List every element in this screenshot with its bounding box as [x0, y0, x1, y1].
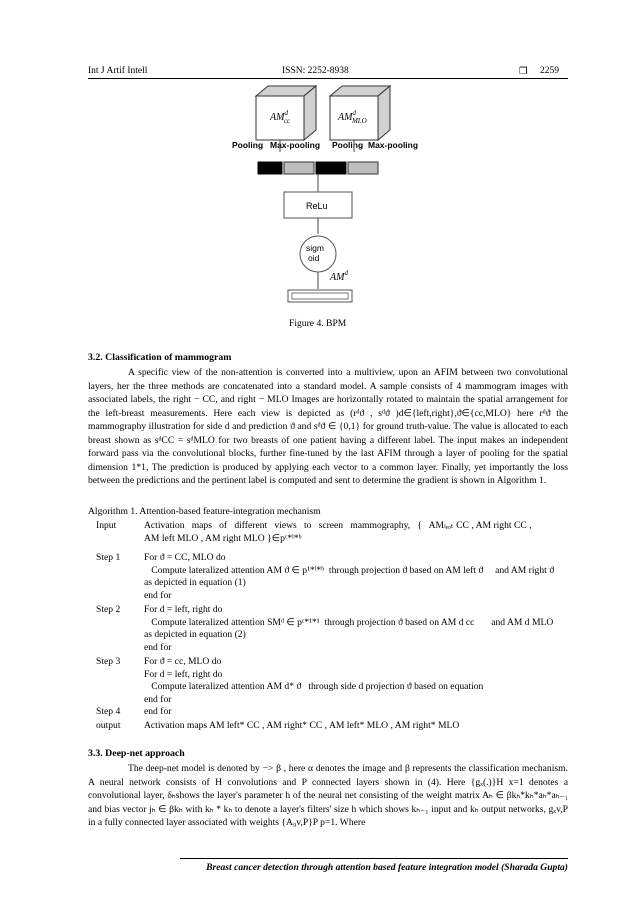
maxpooling-label-right: Max-pooling: [368, 140, 419, 150]
relu-label: ReLu: [306, 201, 328, 211]
box-left-side: [304, 86, 316, 140]
sigmoid-label-2: oid: [308, 253, 320, 263]
algorithm-line: Activation maps AM left* CC , AM right* CC , AM left* MLO , AM right* MLO: [144, 720, 460, 731]
algorithm-line: end for: [144, 589, 172, 601]
box-right-label: $AM^d$ MLO: [338, 109, 367, 125]
algorithm-step-label: Step 1: [96, 552, 121, 563]
section-heading-3-3: 3.3. Deep-net approach: [88, 748, 185, 759]
pool-block-4: [348, 162, 378, 174]
running-footer: Breast cancer detection through attention based feature integration model (Sharada Gupta): [206, 862, 568, 873]
algorithm-line: Compute lateralized attention SMᵈ ∈ pᶜ*¹*¹ through projection ϑ based on AM d cc and AM d MLO: [144, 616, 554, 628]
figure-caption: Figure 4. BPM: [289, 318, 347, 329]
algorithm-line: AM left MLO , AM right MLO }∈pᶜ*ˡ*ᵇ: [144, 532, 302, 544]
algorithm-line: as depicted in equation (2): [144, 629, 246, 640]
box-left-label: $AM^d$ cc: [270, 109, 291, 125]
algorithm-step-label: output: [96, 720, 121, 731]
algorithm-line: end for: [144, 706, 172, 717]
footer-rule: [180, 858, 568, 859]
algorithm-line: as depicted in equation (1): [144, 577, 246, 588]
sigmoid-label-1: sigm: [306, 243, 324, 253]
box-right-side: [378, 86, 390, 140]
algorithm-step-label: Step 2: [96, 604, 121, 615]
algorithm-line: For ϑ = CC, MLO do: [144, 552, 226, 563]
section-3-2-paragraph: A specific view of the non-attention is converted into a multiview, upon an AFIM between two convolutional layers, her the three methods are concatenated into a standard model. A sample consists of 4 mammogram images with associated labels, the right − CC, and right − MLO Images are horizontally rotated to maintain the spatial arrangement for the left-breast measurements. Here each view is depicted as (rᵈϑ , sᵈϑ )d∈{left,right},ϑ∈{cc,MLO} here rᵈϑ the mammography illustration for side d and prediction ϑ and sᵈϑ ∈ {0,1} for ground truth-value. The value is allocated to each breast shown as sᵈCC = sᵈMLO for two breasts of one patient having a different label. The input makes an independent forward pass via the convolutional blocks, further fine-tuned by the last AFIM through a layer of pooling for the spatial dimension 1*1, The prediction is produced by applying each vector to a common layer. Finally, yet importantly the loss between the predictions and the pertinent label is computed and sent to determine the gradient is shown in Algorithm 1.: [88, 367, 568, 486]
pool-block-1: [258, 162, 282, 174]
section-heading-3-2: 3.2. Classification of mammogram: [88, 352, 232, 363]
algorithm-step-label: Step 4: [96, 706, 121, 717]
algorithm-line: For ϑ = cc, MLO do: [144, 656, 222, 667]
section-3-3-paragraph: The deep-net model is denoted by −> β , here α denotes the image and β represents the classification mechanism. A neural network consists of H convolutions and P connected layers shown in (4). Here {gₓ(.)}H x=1 denotes a convolutional layer, δₕshows the layer's parameter h of the neural net consisting of the weight matrix Aₕ ∈ βkₕ*kₕ*aₕ*aₕ₋₁ and bias vector jₕ ∈ βkₕ with kₕ * kₕ to denote a layer's filters' size h which shows kₕ₋₁ input and kₕ output networks, gₓv,P in a fully connected layer associated with weights {A₉v,P}P p=1. Where: [88, 763, 568, 828]
pooling-label-left: Pooling: [232, 140, 264, 150]
pool-block-2: [284, 162, 314, 174]
algorithm-line: end for: [144, 641, 172, 653]
algorithm-line: Compute lateralized attention AM d* ϑ through side d projection ϑ based on equation: [144, 681, 484, 692]
running-header-journal: Int J Artif Intell: [88, 66, 148, 76]
output-bar-inner: [292, 293, 348, 299]
algorithm-line: end for: [144, 693, 172, 705]
algorithm-line: Compute lateralized attention AM ϑ ∈ p¹*ˡ*ᵇ through projection ϑ based on AM left ϑ and AM right ϑ: [144, 564, 554, 576]
algorithm-line: For d = left, right do: [144, 668, 223, 680]
bpm-diagram: [220, 84, 420, 314]
algorithm-title: Algorithm 1. Attention-based feature-integration mechanism: [88, 506, 321, 517]
algorithm-line: Activation maps of different views to screen mammography, { AMₗₑₒₜ CC , AM right CC ,: [144, 520, 532, 531]
page-marker-icon: ❒: [519, 67, 528, 77]
output-label: $AM^d$: [330, 269, 348, 283]
pooling-label-right: Pooling: [332, 140, 364, 150]
algorithm-step-label: Step 3: [96, 656, 121, 667]
maxpooling-label-left: Max-pooling: [270, 140, 321, 150]
pool-block-3: [316, 162, 346, 174]
page-number: 2259: [540, 66, 559, 76]
algorithm-step-label: Input: [96, 520, 117, 531]
running-header-issn: ISSN: 2252-8938: [282, 66, 349, 76]
algorithm-line: For d = left, right do: [144, 604, 223, 615]
header-rule: [88, 78, 568, 79]
